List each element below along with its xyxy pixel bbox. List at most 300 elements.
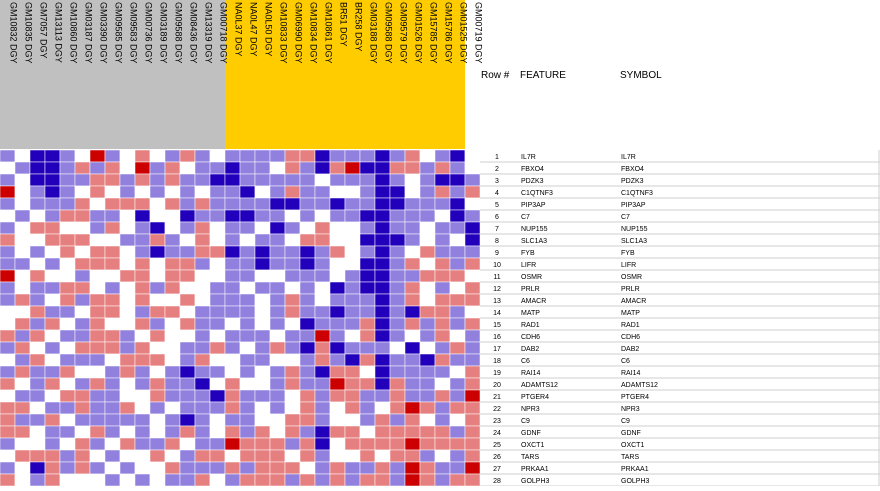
heatmap-cell [165,234,180,246]
heatmap-cell [120,294,135,306]
heatmap-cell [420,258,435,270]
column-label: NA0L47 DGY [248,2,259,57]
heatmap-cell [300,270,315,282]
heatmap-cell [15,258,30,270]
heatmap-cell [60,450,75,462]
heatmap-cell [465,162,480,174]
heatmap-cell [225,354,240,366]
heatmap-cell [75,198,90,210]
heatmap-cell [240,306,255,318]
heatmap-cell [315,462,330,474]
heatmap-cell [135,246,150,258]
heatmap-cell [60,150,75,162]
heatmap-cell [60,366,75,378]
heatmap-cell [165,294,180,306]
heatmap-cell [390,450,405,462]
heatmap-cell [345,258,360,270]
feature-name: CDH6 [521,334,541,341]
heatmap-cell [150,330,165,342]
heatmap-cell [90,246,105,258]
heatmap-cell [330,294,345,306]
heatmap-cell [375,174,390,186]
heatmap-cell [210,186,225,198]
column-label: GM01525 DGY [458,2,469,64]
heatmap-cell [150,258,165,270]
heatmap-cell [225,246,240,258]
heatmap-cell [60,438,75,450]
heatmap-cell [465,330,480,342]
heatmap-cell [465,402,480,414]
symbol-name: RAD1 [621,322,640,329]
heatmap-cell [450,234,465,246]
heatmap-cell [210,366,225,378]
feature-name: FBXO4 [521,166,544,173]
heatmap-cell [360,186,375,198]
heatmap-cell [315,414,330,426]
heatmap-cell [15,438,30,450]
heatmap-cell [435,294,450,306]
heatmap-cell [420,246,435,258]
heatmap-cell [300,162,315,174]
column-label: GM13113 DGY [53,2,64,63]
heatmap-cell [300,450,315,462]
heatmap-cell [0,174,15,186]
heatmap-cell [15,186,30,198]
heatmap-cell [375,402,390,414]
heatmap-cell [360,402,375,414]
heatmap-cell [165,174,180,186]
heatmap-cell [120,438,135,450]
heatmap-cell [150,438,165,450]
heatmap-cell [255,174,270,186]
row-number: 19 [493,370,501,377]
column-label: GM00736 DGY [143,2,154,64]
heatmap-cell [165,306,180,318]
heatmap-cell [90,150,105,162]
heatmap-cell [195,462,210,474]
heatmap-cell [180,282,195,294]
heatmap-cell [165,462,180,474]
heatmap-cell [435,426,450,438]
heatmap-cell [360,474,375,486]
symbol-name: TARS [621,454,640,461]
heatmap-cell [15,390,30,402]
heatmap-cell [330,222,345,234]
heatmap-cell [90,198,105,210]
heatmap-cell [435,318,450,330]
heatmap-cell [465,222,480,234]
heatmap-cell [210,246,225,258]
heatmap-cell [315,150,330,162]
heatmap-cell [255,150,270,162]
heatmap-cell [15,366,30,378]
heatmap-cell [15,294,30,306]
heatmap-cell [120,222,135,234]
heatmap-cell [450,210,465,222]
heatmap-cell [45,198,60,210]
feature-name: TARS [521,454,540,461]
heatmap-cell [450,306,465,318]
heatmap-cell [120,174,135,186]
heatmap-cell [135,330,150,342]
heatmap-cell [465,150,480,162]
heatmap-cell [150,294,165,306]
heatmap-cell [270,474,285,486]
heatmap-cell [90,438,105,450]
heatmap-cell [120,306,135,318]
heatmap-cell [135,474,150,486]
heatmap-cell [450,402,465,414]
heatmap-cell [360,150,375,162]
heatmap-cell [360,306,375,318]
heatmap-cell [240,222,255,234]
heatmap-cell [420,282,435,294]
heatmap-cell [195,330,210,342]
heatmap-cell [0,282,15,294]
heatmap-cell [375,354,390,366]
heatmap-cell [435,150,450,162]
row-number: 27 [493,466,501,473]
heatmap-cell [75,174,90,186]
heatmap-cell [225,222,240,234]
heatmap-cell [315,258,330,270]
heatmap-cell [390,174,405,186]
feature-name: NUP155 [521,226,548,233]
heatmap-cell [120,330,135,342]
heatmap-cell [300,198,315,210]
heatmap-cell [285,198,300,210]
heatmap-cell [90,270,105,282]
heatmap-cell [180,462,195,474]
heatmap-cell [240,342,255,354]
heatmap-cell [420,474,435,486]
heatmap-cell [15,426,30,438]
feature-header: FEATURE [520,70,566,81]
heatmap-cell [150,318,165,330]
symbol-name: NPR3 [621,406,640,413]
row-number: 22 [493,406,501,413]
heatmap-cell [285,414,300,426]
heatmap-cell [270,438,285,450]
heatmap-cell [465,426,480,438]
heatmap-cell [150,414,165,426]
column-label: GM10834 DGY [308,2,319,64]
heatmap-cell [45,414,60,426]
heatmap-cell [465,438,480,450]
heatmap-cell [45,378,60,390]
heatmap-cell [345,354,360,366]
heatmap-cell [135,354,150,366]
heatmap-cell [105,210,120,222]
heatmap-cell [225,162,240,174]
heatmap-cell [90,450,105,462]
heatmap-cell [135,462,150,474]
heatmap-cell [225,210,240,222]
heatmap-cell [465,354,480,366]
heatmap-cell [60,462,75,474]
heatmap-cell [405,342,420,354]
heatmap-cell [465,246,480,258]
heatmap-cell [15,342,30,354]
heatmap-cell [360,438,375,450]
heatmap-cell [345,162,360,174]
heatmap-cell [450,222,465,234]
heatmap-cell [120,426,135,438]
heatmap-cell [105,246,120,258]
column-label: GM08436 DGY [188,2,199,64]
heatmap-cell [240,270,255,282]
heatmap-cell [345,402,360,414]
heatmap-cell [120,450,135,462]
symbol-name: PRLR [621,286,640,293]
heatmap-cell [60,198,75,210]
heatmap-cell [300,354,315,366]
heatmap-cell [180,318,195,330]
heatmap-cell [210,390,225,402]
feature-name: GOLPH3 [521,478,550,485]
feature-name: ADAMTS12 [521,382,558,389]
heatmap-cell [180,450,195,462]
heatmap-cell [195,450,210,462]
heatmap-cell [105,378,120,390]
heatmap-cell [360,354,375,366]
heatmap-cell [60,270,75,282]
row-number: 18 [493,358,501,365]
heatmap-cell [435,246,450,258]
heatmap-cell [210,414,225,426]
heatmap-cell [120,366,135,378]
heatmap-cell [210,318,225,330]
heatmap-cell [300,330,315,342]
heatmap-cell [330,354,345,366]
heatmap-cell [45,222,60,234]
heatmap-cell [60,378,75,390]
heatmap-cell [210,462,225,474]
feature-name: C7 [521,214,530,221]
heatmap-cell [30,222,45,234]
heatmap-cell [30,294,45,306]
heatmap-cell [315,210,330,222]
heatmap-cell [240,210,255,222]
heatmap-cell [345,174,360,186]
heatmap-cell [420,162,435,174]
heatmap-cell [0,402,15,414]
heatmap-cell [150,366,165,378]
heatmap-cell [30,330,45,342]
heatmap-cell [270,282,285,294]
heatmap-cell [45,162,60,174]
heatmap-cell [375,198,390,210]
heatmap-cell [45,474,60,486]
heatmap-cell [345,306,360,318]
heatmap-cell [405,270,420,282]
heatmap-cell [450,330,465,342]
heatmap-cell [75,222,90,234]
heatmap-cell [405,258,420,270]
heatmap-cell [195,414,210,426]
heatmap-cell [75,294,90,306]
heatmap-cell [120,462,135,474]
heatmap-cell [450,282,465,294]
heatmap-cell [420,342,435,354]
heatmap-cell [0,294,15,306]
heatmap-cell [30,186,45,198]
heatmap-cell [405,318,420,330]
heatmap-cell [45,342,60,354]
heatmap-cell [150,378,165,390]
heatmap-cell [255,258,270,270]
heatmap-cell [435,282,450,294]
column-label: GM00719 DGY [473,2,484,64]
heatmap-cell [135,426,150,438]
symbol-name: AMACR [621,298,647,305]
heatmap-cell [450,174,465,186]
heatmap-cell [405,294,420,306]
heatmap-cell [345,330,360,342]
symbol-name: C7 [621,214,630,221]
heatmap-cell [75,246,90,258]
heatmap-cell [150,162,165,174]
heatmap-cell [285,174,300,186]
row-number: 16 [493,334,501,341]
heatmap-cell [105,366,120,378]
heatmap-cell [75,402,90,414]
heatmap-cell [150,210,165,222]
heatmap-cell [345,426,360,438]
heatmap-cell [15,282,30,294]
heatmap-cell [435,270,450,282]
heatmap-cell [360,330,375,342]
heatmap-cell [405,162,420,174]
heatmap-cell [300,378,315,390]
row-number: 20 [493,382,501,389]
symbol-name: GDNF [621,430,641,437]
heatmap-cell [0,162,15,174]
heatmap-cell [210,306,225,318]
heatmap-cell [150,174,165,186]
heatmap-cell [420,402,435,414]
heatmap-cell [255,450,270,462]
heatmap-cell [225,150,240,162]
heatmap-cell [0,318,15,330]
heatmap-cell [105,186,120,198]
heatmap-cell [210,150,225,162]
heatmap-cell [210,270,225,282]
heatmap-cell [330,342,345,354]
heatmap-cell [240,426,255,438]
heatmap-cell [465,462,480,474]
heatmap-cell [405,174,420,186]
heatmap-cell [270,222,285,234]
heatmap-cell [435,174,450,186]
symbol-name: FYB [621,250,635,257]
heatmap-cell [330,174,345,186]
heatmap-cell [0,474,15,486]
heatmap-cell [375,378,390,390]
heatmap-cell [300,246,315,258]
heatmap-cell [120,414,135,426]
heatmap-cell [15,450,30,462]
heatmap-cell [390,210,405,222]
heatmap-cell [15,354,30,366]
heatmap-cell [270,366,285,378]
heatmap-cell [165,342,180,354]
heatmap-cell [75,186,90,198]
heatmap-cell [420,186,435,198]
heatmap-cell [15,318,30,330]
heatmap-cell [105,150,120,162]
heatmap-cell [300,306,315,318]
heatmap-cell [450,186,465,198]
heatmap-cell [0,330,15,342]
heatmap-cell [390,294,405,306]
heatmap-cell [315,402,330,414]
heatmap-cell [0,390,15,402]
heatmap-cell [195,270,210,282]
feature-name: PTGER4 [521,394,550,401]
heatmap-cell [330,414,345,426]
heatmap-cell [240,438,255,450]
heatmap-cell [270,318,285,330]
heatmap-cell [180,198,195,210]
heatmap-cell [30,414,45,426]
heatmap-cell [60,174,75,186]
feature-name: C1QTNF3 [521,190,553,197]
heatmap-cell [225,462,240,474]
heatmap-cell [450,474,465,486]
heatmap-cell [375,450,390,462]
column-label: GM10860 DGY [68,2,79,64]
heatmap-cell [315,330,330,342]
heatmap-cell [300,258,315,270]
heatmap-cell [180,366,195,378]
feature-name: PRLR [521,286,540,293]
heatmap-cell [225,330,240,342]
heatmap-cell [45,306,60,318]
symbol-name: NUP155 [621,226,648,233]
heatmap-cell [165,366,180,378]
heatmap-cell [90,162,105,174]
heatmap-cell [390,462,405,474]
heatmap-cell [45,330,60,342]
symbol-name: C6 [621,358,630,365]
heatmap-cell [240,414,255,426]
feature-name: SLC1A3 [521,238,548,245]
heatmap-cell [240,402,255,414]
heatmap-cell [345,234,360,246]
heatmap-cell [375,366,390,378]
heatmap-cell [240,246,255,258]
heatmap-cell [255,462,270,474]
heatmap-cell [75,342,90,354]
heatmap-cell [300,390,315,402]
heatmap-cell [90,342,105,354]
symbol-name: PRKAA1 [621,466,649,473]
heatmap-cell [195,246,210,258]
heatmap-cell [450,450,465,462]
heatmap-cell [300,234,315,246]
heatmap-cell [360,366,375,378]
heatmap-cell [345,282,360,294]
heatmap-cell [315,318,330,330]
heatmap-cell [435,342,450,354]
heatmap-cell [345,198,360,210]
heatmap-cell [360,258,375,270]
row-number: 6 [495,214,499,221]
heatmap-cell [225,342,240,354]
heatmap-cell [255,294,270,306]
heatmap-cell [150,198,165,210]
